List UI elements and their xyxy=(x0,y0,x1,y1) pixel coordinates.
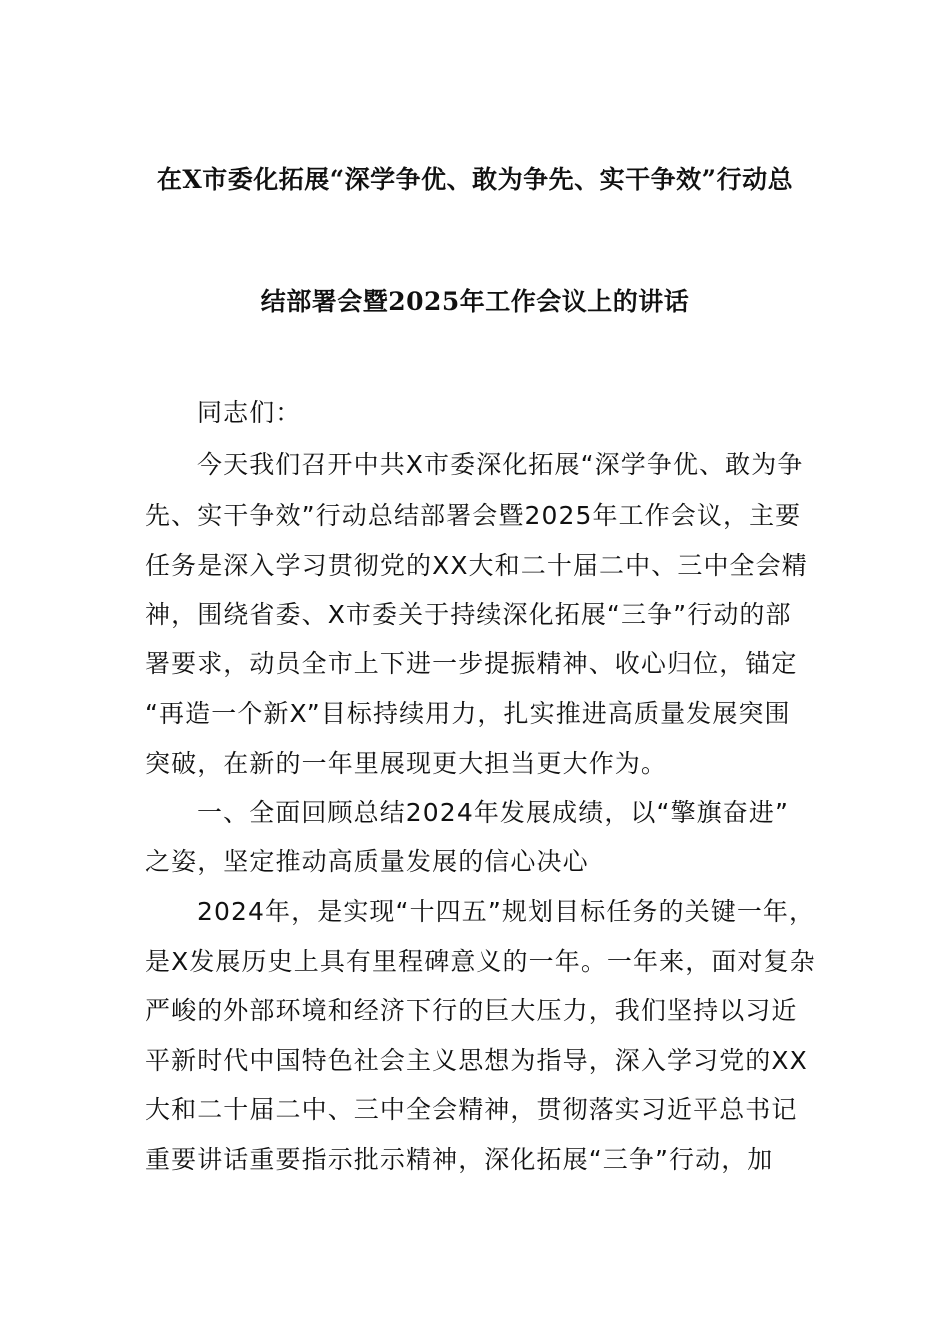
paragraph-line: 大和二十届二中、三中全会精神，贯彻落实习近平总书记 xyxy=(145,1095,798,1124)
paragraph-line: 任务是深入学习贯彻党的XX大和二十届二中、三中全会精 xyxy=(145,551,808,580)
paragraph-line: 神，围绕省委、X市委关于持续深化拓展“三争”行动的部 xyxy=(145,600,792,629)
section-heading-line: 之姿，坚定推动高质量发展的信心决心 xyxy=(145,847,589,876)
paragraph-line: “再造一个新X”目标持续用力，扎实推进高质量发展突围 xyxy=(145,699,791,728)
title-line-2: 结部署会暨2025年工作会议上的讲话 xyxy=(260,287,690,316)
paragraph-line: 署要求，动员全市上下进一步提振精神、收心归位，锚定 xyxy=(145,649,798,678)
paragraph-line: 重要讲话重要指示批示精神，深化拓展“三争”行动，加 xyxy=(145,1145,774,1174)
title-line-1: 在X市委化拓展“深学争优、敢为争先、实干争效”行动总 xyxy=(156,165,794,194)
paragraph-line: 突破，在新的一年里展现更大担当更大作为。 xyxy=(145,749,668,778)
paragraph-line: 今天我们召开中共X市委深化拓展“深学争优、敢为争 xyxy=(197,450,804,479)
paragraph-line: 平新时代中国特色社会主义思想为指导，深入学习党的XX xyxy=(145,1046,808,1075)
paragraph-line: 严峻的外部环境和经济下行的巨大压力，我们坚持以习近 xyxy=(145,996,798,1025)
paragraph-line: 2024年，是实现“十四五”规划目标任务的关键一年， xyxy=(197,897,816,926)
salutation: 同志们： xyxy=(197,398,302,427)
section-heading-line: 一、全面回顾总结2024年发展成绩，以“擎旗奋进” xyxy=(197,798,790,827)
paragraph-line: 先、实干争效”行动总结部署会暨2025年工作会议，主要 xyxy=(145,501,802,530)
paragraph-line: 是X发展历史上具有里程碑意义的一年。一年来，面对复杂 xyxy=(145,947,816,976)
